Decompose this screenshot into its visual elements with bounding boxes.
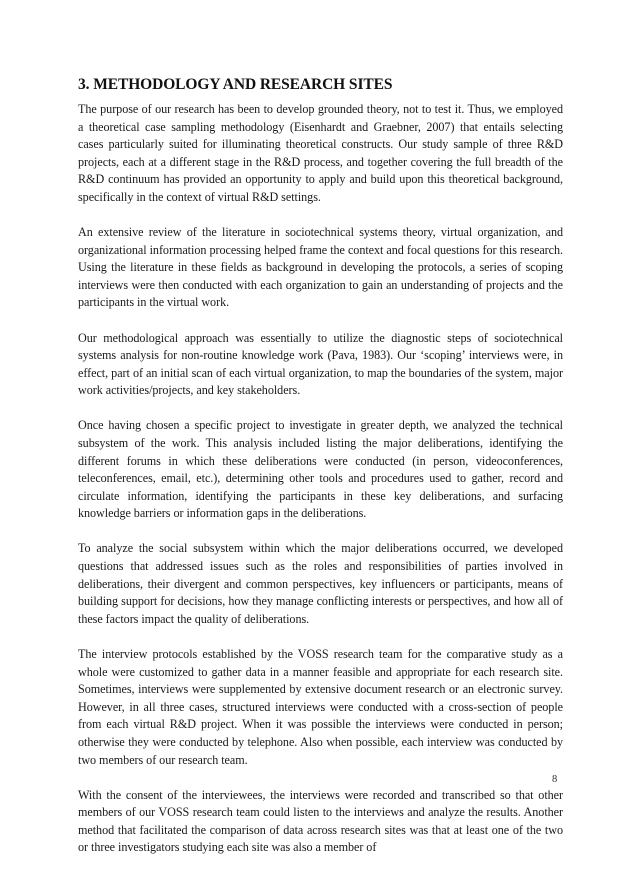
section-heading: 3. METHODOLOGY AND RESEARCH SITES xyxy=(78,76,393,93)
paragraph-methodological-approach: Our methodological approach was essentially to utilize the diagnostic steps of sociotechnical systems analysis for non-routine knowledge work (Pava, 1983). Our ‘scoping’ interviews were, in effect, part of an initial scan of each virtual organization, to map the boundaries of the system, major work activities/projects, and key stakeholders. xyxy=(78,330,563,398)
paragraph-technical-subsystem: Once having chosen a specific project to investigate in greater depth, we analyzed the technical subsystem of the work. This analysis included listing the major deliberations, identifying the different forums in which these deliberations were conducted (in person, videoconferences, teleconferences, email, etc.), determining other tools and procedures used to gather, record and circulate information, identifying the participants in these key deliberations, and surfacing knowledge barriers or information gaps in the deliberations. xyxy=(78,418,563,521)
page-content xyxy=(78,76,563,874)
paragraph-interview-recording: With the consent of the interviewees, the interviews were recorded and transcribed so that other members of our VOSS research team could listen to the interviews and analyze the results. Another method that facilitated the comparison of data across research sites was that at least one of the two or three investigators studying each site was also a member of xyxy=(78,787,563,855)
paragraph-research-purpose: The purpose of our research has been to develop grounded theory, not to test it. Thus, we employed a theoretical case sampling methodology (Eisenhardt and Graebner, 2007) that entails selecting cases particularly suited for illuminating theoretical constructs. Our study sample of three R&D projects, each at a different stage in the R&D process, and together covering the full breadth of the R&D continuum has provided an opportunity to apply and build upon this theoretical background, specifically in the context of virtual R&D settings. xyxy=(78,102,563,204)
page-number: 8 xyxy=(552,774,558,785)
paragraph-interview-protocols: The interview protocols established by the VOSS research team for the comparative study as a whole were customized to gather data in a manner feasible and appropriate for each research site. Sometimes, interviews were supplemented by extensive document research or an electronic survey. However, in all three cases, structured interviews were conducted with a cross-section of people from each virtual R&D project. When it was possible the interviews were conducted in person; otherwise they were conducted by telephone. Also when possible, each interview was conducted by two members of our research team. xyxy=(78,646,563,767)
paragraph-social-subsystem: To analyze the social subsystem within which the major deliberations occurred, we developed questions that addressed issues such as the roles and responsibilities of parties involved in deliberations, their divergent and common perspectives, key influencers or participants, means of building support for decisions, how they manage conflicting interests or perspectives, and how all of these factors impact the quality of deliberations. xyxy=(78,541,563,626)
paragraph-literature-review: An extensive review of the literature in sociotechnical systems theory, virtual organization, and organizational information processing helped frame the context and focal questions for this research. Using the literature in these fields as background in developing the protocols, a series of scoping interviews were then conducted with each organization to gain an understanding of projects and the participants in the virtual work. xyxy=(78,225,563,310)
